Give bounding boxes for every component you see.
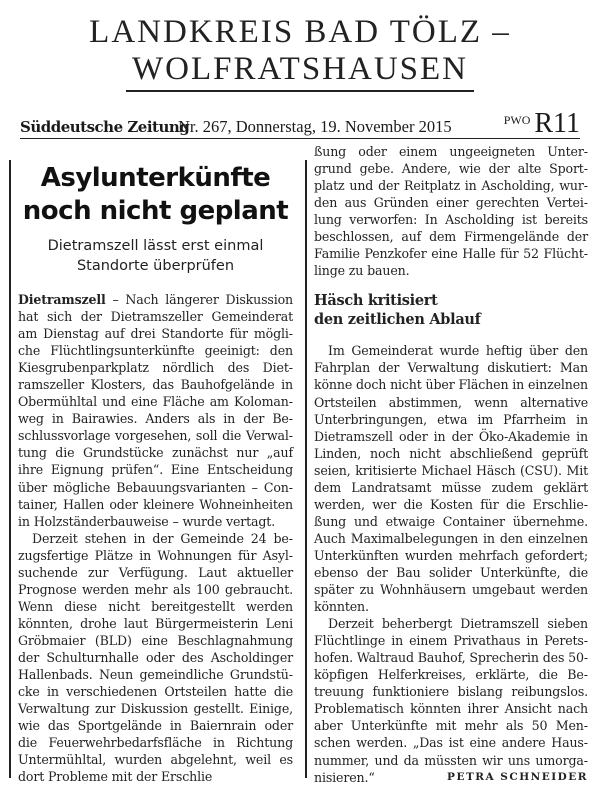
article-headline [18, 162, 293, 228]
paragraph [18, 291, 293, 530]
headline-line-1: Asylunterkünfte [40, 163, 271, 193]
paragraph: ßung oder einem ungeeigneten Untergrund gebe. Andere, wie der alte Sportplatz und der Reitplatz in Ascholding, wurden aus Gründen einer gerechten Verteilung verworfen: In Ascholding ist bereits beschlossen, auf dem Firmengelände der Familie Penzkofer eine Halle für 52 Flüchtlinge zu bauen. [314, 144, 588, 279]
edition-code: PWO [503, 113, 531, 127]
headline-line-2: noch nicht geplant [22, 196, 289, 226]
article-column-left [18, 291, 293, 785]
masthead-line-2: WOLFRATSHAUSEN [126, 51, 474, 92]
paragraph: Im Gemeinderat wurde heftig über den Fahrplan der Verwaltung diskutiert: Man könne doch nicht über Flächen in einzelnen Ortsteilen abstimmen, wenn alternative Unterbringungen, etwa im Pfarrheim in Dietramszell oder in der Öko-Akademie in Linden, noch nicht abschließend geprüft seien, kritisierte Michael Häsch (CSU). Mit dem Landratsamt müsse zudem geklärt werden, wer die Kosten für die Erschließung und etwaige Container übernehme. Auch Maximalbelegungen in den einzelnen Unterkünften wurden mehrfach gefordert; ebenso der Bau solider Unterkünfte, die später zu Wohnhäusern umgebaut werden könnten. [314, 343, 588, 615]
subhead-line-1: Dietramszell lässt erst einmal [47, 238, 264, 254]
article-column-right [314, 143, 588, 786]
author-byline: PETRA SCHNEIDER [447, 770, 588, 783]
page-number [504, 108, 580, 140]
paragraph-text: – Nach längerer Diskussion hat sich der Dietramszeller Gemeinderat am Dienstag auf drei Standorte für mögliche Flüchtlingsunterkünfte geeinigt: den Kiesgrubenparkplatz nördlich des Dietramszeller Klosters, das Bauhofgelände in Obermühltal und eine Fläche am Kolomanweg in Bairawies. Anders als in der Beschlussvorlage vorgesehen, soll die Verwaltung die Grundstücke zunächst nur „auf ihre Eignung prüfen“. Eine Entscheidung über mögliche Bebauungsvarianten – Container, Hallen oder kleinere Wohneinheiten in Holzständerbauweise – wurde vertagt. [18, 292, 293, 529]
paragraph-text: Derzeit beherbergt Dietramszell sieben Flüchtlinge in einem Privathaus in Peretshofen. Waltraud Bauhof, Sprecherin des 50-köpfigen Helferkreises, erklärte, die Betreuung funktioniere bislang reibungslos. Problematisch könnten ihrer Ansicht nach aber Unterkünfte mit mehr als 50 Menschen werden. „Das ist eine andere Hausnummer, und da müssten wir uns umorganisieren.“ [314, 616, 588, 785]
subhead-line-2: Standorte überprüfen [76, 258, 235, 274]
issue-info: Nr. 267, Donnerstag, 19. November 2015 [178, 117, 452, 136]
crosshead-line-1: Häsch kritisiert [314, 292, 438, 310]
masthead-line-1: LANDKREIS BAD TÖLZ – [89, 14, 511, 50]
crosshead [314, 291, 588, 329]
page-label: R11 [534, 108, 580, 139]
newspaper-logo: Süddeutsche Zeitung [20, 118, 190, 136]
paragraph [314, 615, 588, 785]
section-masthead [0, 14, 600, 92]
dateline-place: Dietramszell [18, 292, 106, 307]
article-subheadline [18, 236, 293, 276]
paragraph: Derzeit stehen in der Gemeinde 24 bezugsfertige Plätze in Wohnungen für Asylsuchende zur Verfügung. Laut aktueller Prognose werden mehr als 100 gebraucht. Wenn diese nicht bereitgestellt werden könnten, drohe laut Bürgermeisterin Leni Gröbmaier (BLD) eine Beschlagnahmung der Schulturnhalle oder des Ascholdinger Hallenbads. Neun gemeindliche Grundstücke in verschiedenen Ortsteilen hatte die Verwaltung zur Diskussion gestellt. Einige, wie das Sportgelände in Baiernrain oder die Feuerwehrbedarfsfläche in Richtung Untermühltal, wurden abgelehnt, weil es dort Probleme mit der Erschlie [18, 530, 293, 785]
column-rule-left [9, 160, 11, 778]
column-rule-middle [305, 160, 307, 778]
crosshead-line-2: den zeitlichen Ablauf [314, 311, 481, 329]
dateline-bar [20, 108, 580, 139]
